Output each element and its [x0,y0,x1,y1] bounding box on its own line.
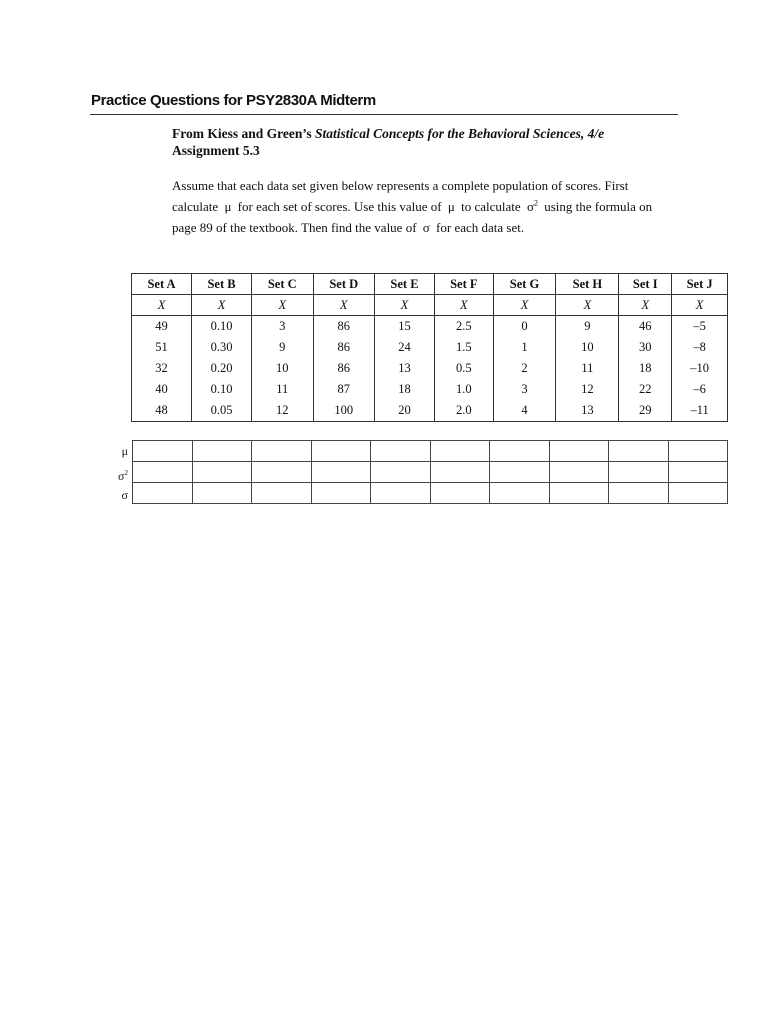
table-cell: 2 [493,358,556,379]
answer-cell[interactable] [311,441,371,462]
table-cell: 0 [493,316,556,338]
table-cell: 15 [374,316,434,338]
table-cell: –6 [672,379,728,400]
mu-symbol: μ [447,199,455,214]
table-cell: –10 [672,358,728,379]
squared-superscript: 2 [533,198,538,208]
table-row [132,337,728,358]
variance-answer-row [133,462,728,483]
table-cell: 0.20 [192,358,252,379]
table-cell: 24 [374,337,434,358]
column-header: Set A [132,274,192,295]
table-row [132,379,728,400]
answer-cell[interactable] [430,483,490,504]
sigma-symbol: σ [422,220,430,235]
table-cell: 32 [132,358,192,379]
variable-label: X [556,295,619,316]
answer-cell[interactable] [371,483,431,504]
answer-cell[interactable] [192,462,252,483]
answer-cell[interactable] [549,462,609,483]
table-cell: 9 [556,316,619,338]
instructions-part5: for each data set. [436,220,525,235]
table-cell: 46 [619,316,672,338]
table-cell: –5 [672,316,728,338]
squared-superscript: 2 [124,469,128,477]
table-cell: 86 [313,316,374,338]
variable-label: X [313,295,374,316]
table-cell: 86 [313,358,374,379]
table-cell: 1 [493,337,556,358]
column-header: Set H [556,274,619,295]
answer-cell[interactable] [609,441,669,462]
table-cell: 0.5 [434,358,493,379]
variable-row [132,295,728,316]
table-cell: –8 [672,337,728,358]
answer-cell[interactable] [252,441,312,462]
table-cell: 1.5 [434,337,493,358]
table-cell: 4 [493,400,556,422]
table-cell: 12 [252,400,313,422]
answer-row-labels [104,440,128,506]
table-row [132,316,728,338]
variable-label: X [192,295,252,316]
sigma-symbol: σ [526,199,534,214]
answer-cell[interactable] [311,483,371,504]
table-cell: 86 [313,337,374,358]
answer-cell[interactable] [668,483,728,504]
sd-row-label: σ [121,488,128,502]
answer-cell[interactable] [549,441,609,462]
answer-cell[interactable] [371,462,431,483]
column-header: Set D [313,274,374,295]
assignment-label: Assignment 5.3 [172,143,260,158]
answer-cell[interactable] [549,483,609,504]
variable-label: X [434,295,493,316]
table-cell: 87 [313,379,374,400]
table-cell: 11 [556,358,619,379]
answer-cell[interactable] [133,462,193,483]
answer-cell[interactable] [490,483,550,504]
table-cell: 0.05 [192,400,252,422]
table-cell: 0.30 [192,337,252,358]
column-header: Set C [252,274,313,295]
answer-cell[interactable] [133,483,193,504]
source-block [172,125,604,159]
sd-answer-row [133,483,728,504]
book-title: Statistical Concepts for the Behavioral Sciences, 4/e [315,126,605,141]
answer-cell[interactable] [609,462,669,483]
table-cell: 22 [619,379,672,400]
answer-cell[interactable] [609,483,669,504]
page-title: Practice Questions for PSY2830A Midterm [91,92,376,109]
table-cell: 11 [252,379,313,400]
answer-cell[interactable] [192,441,252,462]
table-cell: 30 [619,337,672,358]
table-cell: 0.10 [192,316,252,338]
instructions-part4: using the formula on page 89 of the textbook. Then find the value of [172,199,653,235]
mu-answer-row [133,441,728,462]
table-row [132,358,728,379]
table-cell: 40 [132,379,192,400]
answer-cell[interactable] [490,441,550,462]
column-header: Set J [672,274,728,295]
answer-cell[interactable] [192,483,252,504]
table-cell: 18 [619,358,672,379]
column-header: Set B [192,274,252,295]
answer-cell[interactable] [371,441,431,462]
table-cell: 29 [619,400,672,422]
table-cell: 3 [252,316,313,338]
answer-cell[interactable] [430,462,490,483]
answer-cell[interactable] [668,441,728,462]
column-header: Set F [434,274,493,295]
column-header: Set I [619,274,672,295]
instructions-part3: to calculate [461,199,521,214]
table-cell: 10 [252,358,313,379]
table-cell: 48 [132,400,192,422]
source-citation [172,125,604,142]
table-cell: 49 [132,316,192,338]
table-cell: 1.0 [434,379,493,400]
table-cell: 100 [313,400,374,422]
answer-cell[interactable] [490,462,550,483]
title-divider [90,114,678,115]
table-cell: 51 [132,337,192,358]
column-header: Set E [374,274,434,295]
table-cell: –11 [672,400,728,422]
instructions-part2: for each set of scores. Use this value of [237,199,442,214]
sigma-symbol: σ [118,469,125,483]
source-prefix: From Kiess and Green’s [172,126,312,141]
variable-label: X [132,295,192,316]
variable-label: X [619,295,672,316]
answer-cell[interactable] [668,462,728,483]
variable-label: X [252,295,313,316]
mu-symbol: μ [224,199,232,214]
instructions-part1: Assume that each data set given below represents a complete population of scores. First calculate [172,178,629,214]
variable-label: X [493,295,556,316]
table-cell: 10 [556,337,619,358]
answer-cell[interactable] [133,441,193,462]
variable-label: X [672,295,728,316]
answer-cell[interactable] [430,441,490,462]
column-header: Set G [493,274,556,295]
data-sets-table [131,273,728,422]
table-cell: 13 [556,400,619,422]
table-header-row [132,274,728,295]
table-cell: 3 [493,379,556,400]
variance-symbol [527,199,538,214]
table-cell: 12 [556,379,619,400]
table-cell: 2.0 [434,400,493,422]
table-cell: 20 [374,400,434,422]
answer-table [132,440,728,504]
variable-label: X [374,295,434,316]
answer-cell[interactable] [252,483,312,504]
table-cell: 2.5 [434,316,493,338]
table-cell: 0.10 [192,379,252,400]
mu-row-label: μ [121,444,128,458]
table-cell: 18 [374,379,434,400]
answer-cell[interactable] [311,462,371,483]
table-cell: 9 [252,337,313,358]
variance-row-label [104,462,128,484]
answer-cell[interactable] [252,462,312,483]
instructions-paragraph [172,175,662,238]
table-row [132,400,728,422]
table-cell: 13 [374,358,434,379]
